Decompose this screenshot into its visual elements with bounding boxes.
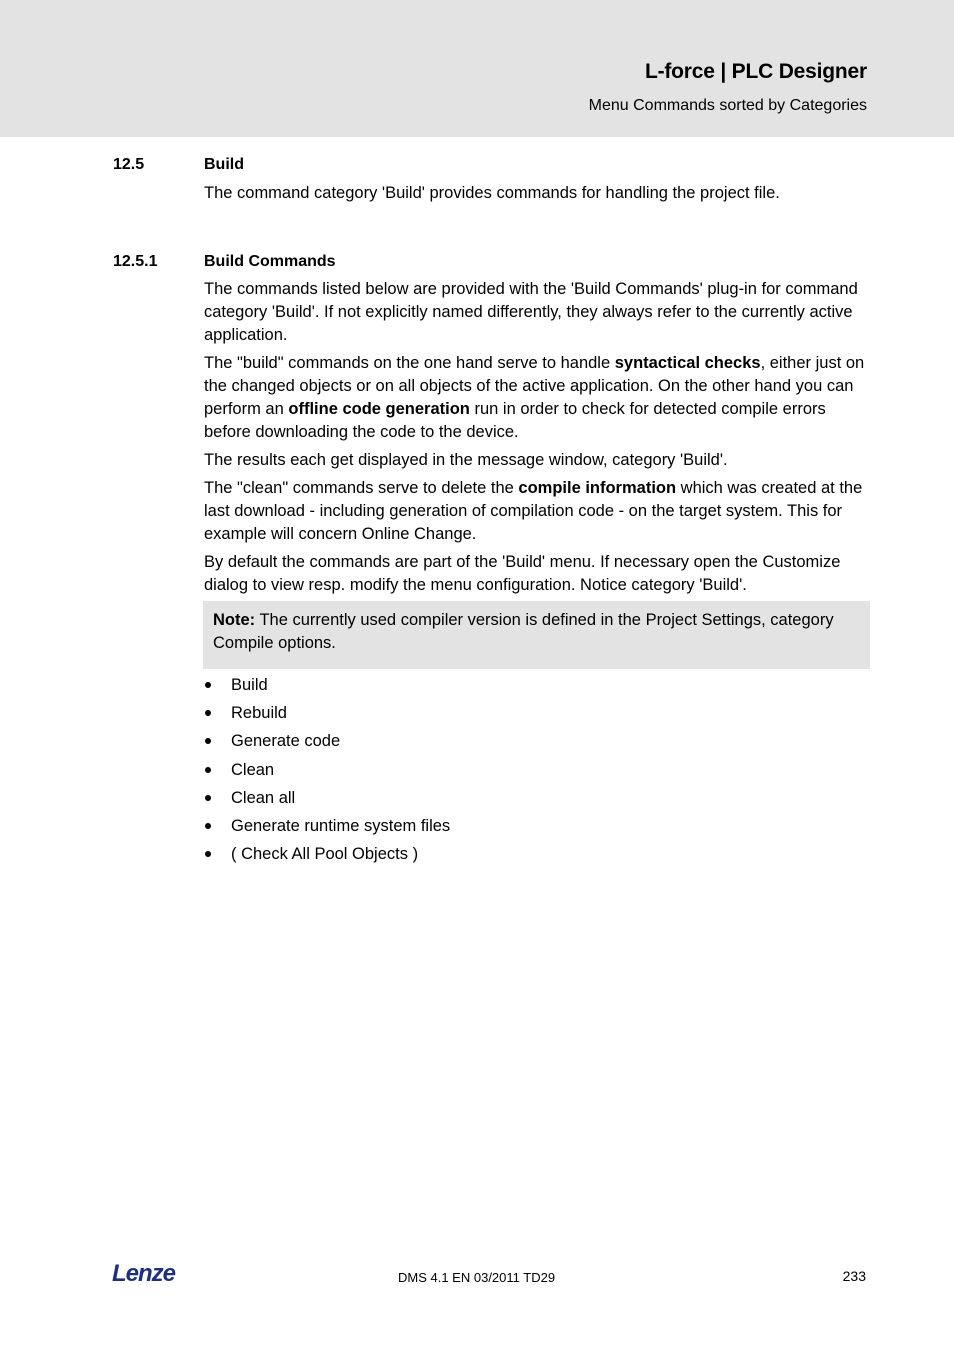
list-item <box>204 786 844 814</box>
paragraph-plugin: The commands listed below are provided with the 'Build Commands' plug-in for command category 'Build'. If not explicitly named differently, they always refer to the currently active application. <box>204 280 858 344</box>
bullet-icon <box>205 710 211 716</box>
note-text: The currently used compiler version is defined in the Project Settings, category Compile options. <box>213 611 834 652</box>
paragraph-default-menu: By default the commands are part of the 'Build' menu. If necessary open the Customize dialog to view resp. modify the menu configuration. Notice category 'Build'. <box>204 553 841 594</box>
list-item-label: Build <box>231 676 268 694</box>
subsection-body <box>204 278 870 602</box>
section-intro <box>204 182 870 210</box>
header-subtitle: Menu Commands sorted by Categories <box>588 97 867 114</box>
paragraph-text: , either just on the changed objects or on all objects of the active application. On the other hand you can perform an <box>204 354 865 418</box>
lenze-logo: Lenze <box>112 1260 176 1287</box>
emphasis-syntactical-checks: syntactical checks <box>614 354 761 372</box>
footer-doc-id: DMS 4.1 EN 03/2011 TD29 <box>398 1270 556 1285</box>
list-item <box>204 729 844 757</box>
list-item-label: Clean <box>231 760 275 779</box>
subsection-number: 12.5.1 <box>113 253 158 270</box>
paragraph-text: The "clean" commands serve to delete the <box>204 479 519 497</box>
list-item <box>204 842 844 870</box>
note-label: Note: <box>213 611 256 629</box>
paragraph-results: The results each get displayed in the message window, category 'Build'. <box>204 451 728 469</box>
bullet-icon <box>205 823 211 829</box>
subsection-title: Build Commands <box>204 253 336 270</box>
header-title: L-force | PLC Designer <box>644 60 867 83</box>
bullet-icon <box>205 795 211 801</box>
list-item-label: Clean all <box>231 788 296 807</box>
page-number: 233 <box>842 1268 866 1284</box>
bullet-icon <box>205 738 211 744</box>
list-item <box>204 701 844 729</box>
list-item <box>204 814 844 842</box>
paragraph-text: The "build" commands on the one hand serve to handle <box>204 354 615 372</box>
bullet-icon <box>205 682 211 688</box>
bullet-icon <box>205 767 211 773</box>
section-number: 12.5 <box>113 156 145 173</box>
note-box <box>203 601 870 669</box>
list-item-label: Generate runtime system files <box>231 816 451 835</box>
list-item-label: ( Check All Pool Objects ) <box>231 845 419 864</box>
emphasis-compile-information: compile information <box>518 479 677 497</box>
list-item <box>204 673 844 701</box>
paragraph-text: which was created at the last download - including generation of compilation code - on the target system. This for example will concern Online Change. <box>204 479 863 543</box>
bullet-icon <box>205 851 211 857</box>
list-item <box>204 758 844 786</box>
list-item-label: Rebuild <box>231 704 287 723</box>
paragraph-text: run in order to check for detected compile errors before downloading the code to the device. <box>204 400 826 441</box>
paragraph-clean-commands <box>204 477 870 546</box>
list-item-label: Generate code <box>231 732 341 751</box>
command-list <box>204 673 844 870</box>
section-intro-text: The command category 'Build' provides commands for handling the project file. <box>204 184 780 202</box>
section-title: Build <box>204 156 244 173</box>
paragraph-build-commands <box>204 352 870 444</box>
emphasis-offline-code-generation: offline code generation <box>288 400 470 418</box>
